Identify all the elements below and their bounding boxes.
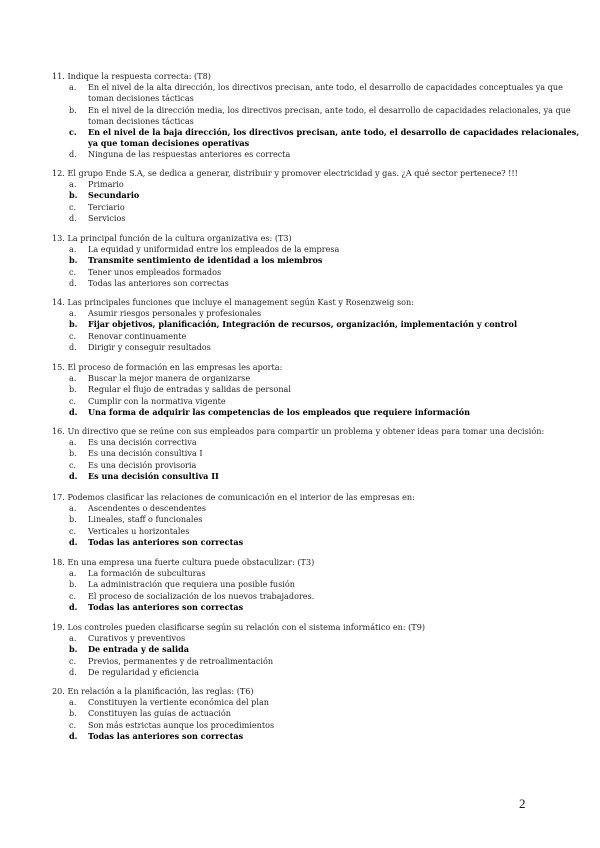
option-text: Una forma de adquirir las competencias de los empleados que requiere información	[88, 406, 471, 417]
option-text: Todas las anteriores son correctas	[88, 730, 244, 741]
option-text: En el nivel de la dirección media, los directivos precisan, ante todo, el desarrollo de capacidades relacionales, ya que toman decisiones tácticas	[88, 104, 571, 126]
option-text: Servicios	[88, 212, 126, 223]
option-text: De regularidad y eficiencia	[88, 666, 199, 677]
option-letter: d.	[69, 666, 77, 677]
option-a	[52, 308, 582, 319]
option-letter: d.	[69, 536, 78, 547]
question-text: 20. En relación a la planificación, las reglas: (T6)	[52, 686, 254, 696]
option-b-correct	[52, 255, 582, 266]
option-letter: b.	[69, 708, 77, 719]
option-text: El proceso de socialización de los nuevos trabajadores.	[88, 590, 315, 601]
option-a	[52, 373, 582, 384]
option-text: Lineales, staff o funcionales	[88, 514, 203, 525]
option-letter: b.	[69, 384, 77, 395]
page-number: 2	[519, 796, 526, 811]
option-d-correct	[52, 537, 582, 548]
question-18	[52, 557, 582, 613]
option-letter: b.	[69, 514, 77, 525]
option-letter: c.	[69, 330, 77, 341]
option-b	[52, 448, 582, 459]
option-letter: c.	[69, 525, 77, 536]
option-letter: b.	[69, 579, 77, 590]
option-letter: d.	[69, 341, 77, 352]
question-20	[52, 686, 582, 742]
option-text: Transmite sentimiento de identidad a los miembros	[88, 255, 323, 266]
option-d-correct	[52, 731, 582, 742]
option-text: Terciario	[88, 201, 125, 212]
option-d	[52, 149, 582, 160]
option-letter: a.	[69, 568, 77, 579]
option-text: Constituyen las guías de actuación	[88, 708, 231, 719]
option-letter: d.	[69, 277, 77, 288]
option-text: Regular el flujo de entradas y salidas de personal	[88, 384, 291, 395]
option-letter: b.	[69, 104, 77, 115]
option-letter: b.	[69, 448, 77, 459]
option-letter: c.	[69, 395, 77, 406]
option-text: Asumir riesgos personales y profesionales	[88, 308, 262, 319]
option-text: Cumplir con la normativa vigente	[88, 395, 226, 406]
question-text: 15. El proceso de formación en las empresas les aporta:	[52, 362, 283, 372]
option-a	[52, 244, 582, 255]
question-17	[52, 492, 582, 548]
option-b	[52, 384, 582, 395]
option-letter: c.	[69, 266, 77, 277]
question-text: 16. Un directivo que se reúne con sus empleados para compartir un problema y obtener ideas para tomar una decisión:	[52, 426, 545, 436]
option-letter: d.	[69, 149, 77, 160]
question-11	[52, 71, 582, 161]
option-text: Tener unos empleados formados	[88, 266, 222, 277]
option-letter: d.	[69, 730, 78, 741]
option-text: Buscar la mejor manera de organizarse	[88, 373, 251, 384]
option-d	[52, 667, 582, 678]
option-letter: b.	[69, 644, 78, 655]
option-letter: c.	[69, 655, 77, 666]
question-13	[52, 233, 582, 289]
question-12	[52, 168, 582, 224]
option-text: En el nivel de la baja dirección, los directivos precisan, ante todo, el desarrollo de capacidades relacionales, ya que toman decisiones operativas	[88, 127, 580, 149]
option-letter: d.	[69, 470, 78, 481]
option-text: Todas las anteriores son correctas	[88, 601, 244, 612]
option-letter: d.	[69, 212, 77, 223]
option-c	[52, 267, 582, 278]
question-text: 14. Las principales funciones que incluye el management según Kast y Rosenzweig son:	[52, 297, 414, 307]
option-letter: c.	[69, 201, 77, 212]
option-c	[52, 460, 582, 471]
option-letter: a.	[69, 308, 77, 319]
option-b	[52, 708, 582, 719]
question-text: 11. Indique la respuesta correcta: (T8)	[52, 71, 211, 81]
option-letter: b.	[69, 319, 78, 330]
option-letter: b.	[69, 255, 78, 266]
option-text: Es una decisión consultiva I	[88, 448, 203, 459]
option-text: Primario	[88, 179, 124, 190]
option-letter: c.	[69, 719, 77, 730]
option-b-correct	[52, 644, 582, 655]
option-letter: a.	[69, 633, 77, 644]
option-c	[52, 396, 582, 407]
option-letter: c.	[69, 459, 77, 470]
option-c	[52, 591, 582, 602]
option-letter: a.	[69, 179, 77, 190]
option-a	[52, 179, 582, 190]
option-c	[52, 720, 582, 731]
option-d	[52, 278, 582, 289]
option-text: Ninguna de las respuestas anteriores es correcta	[88, 149, 291, 160]
option-d	[52, 342, 582, 353]
option-text: Fijar objetivos, planificación, Integración de recursos, organización, implementación y control	[88, 319, 518, 330]
option-text: Son más estrictas aunque los procedimientos	[88, 719, 275, 730]
question-19	[52, 622, 582, 678]
option-letter: a.	[69, 437, 77, 448]
option-text: Previos, permanentes y de retroalimentación	[88, 655, 274, 666]
option-text: Dirigir y conseguir resultados	[88, 341, 211, 352]
question-text: 19. Los controles pueden clasificarse según su relación con el sistema informático en: (T9)	[52, 622, 426, 632]
option-text: La equidad y uniformidad entre los empleados de la empresa	[88, 244, 340, 255]
option-text: Es una decisión correctiva	[88, 437, 197, 448]
option-letter: a.	[69, 503, 77, 514]
option-text: De entrada y de salida	[88, 644, 189, 655]
option-text: Renovar continuamente	[88, 330, 187, 341]
option-letter: a.	[69, 244, 77, 255]
question-15	[52, 362, 582, 418]
option-b-correct	[52, 319, 582, 330]
option-a	[52, 82, 582, 104]
question-16	[52, 426, 582, 482]
option-d-correct	[52, 471, 582, 482]
question-14	[52, 297, 582, 353]
option-letter: a.	[69, 82, 77, 93]
option-a	[52, 633, 582, 644]
option-a	[52, 697, 582, 708]
option-text: La administración que requiera una posible fusión	[88, 579, 295, 590]
option-text: Es una decisión consultiva II	[88, 470, 219, 481]
option-d-correct	[52, 602, 582, 613]
option-letter: d.	[69, 406, 78, 417]
option-b-correct	[52, 190, 582, 201]
option-a	[52, 437, 582, 448]
option-c	[52, 331, 582, 342]
option-text: Todas las anteriores son correctas	[88, 277, 229, 288]
option-letter: d.	[69, 601, 78, 612]
option-text: Curativos y preventivos	[88, 633, 186, 644]
option-letter: c.	[69, 590, 77, 601]
option-c	[52, 202, 582, 213]
option-letter: b.	[69, 190, 78, 201]
option-text: Es una decisión provisoria	[88, 459, 197, 470]
question-text: 12. El grupo Ende S.A, se dedica a generar, distribuir y promover electricidad y gas. ¿A qué sector pertenece? !!!	[52, 168, 518, 178]
option-d-correct	[52, 407, 582, 418]
option-c-correct	[52, 127, 582, 149]
option-b	[52, 105, 582, 127]
option-c	[52, 526, 582, 537]
option-letter: c.	[69, 127, 77, 138]
option-text: Constituyen la vertiente económica del plan	[88, 697, 269, 708]
option-c	[52, 656, 582, 667]
option-b	[52, 514, 582, 525]
option-text: Todas las anteriores son correctas	[88, 536, 244, 547]
option-letter: a.	[69, 373, 77, 384]
option-text: Ascendentes o descendentes	[88, 503, 206, 514]
option-d	[52, 213, 582, 224]
option-a	[52, 503, 582, 514]
option-a	[52, 568, 582, 579]
question-text: 13. La principal función de la cultura organizativa es: (T3)	[52, 233, 292, 243]
question-text: 18. En una empresa una fuerte cultura puede obstaculizar: (T3)	[52, 557, 315, 567]
option-text: La formación de subculturas	[88, 568, 206, 579]
option-text: En el nivel de la alta dirección, los directivos precisan, ante todo, el desarrollo de capacidades conceptuales ya que toman decisiones tácticas	[88, 82, 563, 104]
option-b	[52, 579, 582, 590]
option-text: Secundario	[88, 190, 140, 201]
question-text: 17. Podemos clasificar las relaciones de comunicación en el interior de las empresas en:	[52, 492, 415, 502]
option-text: Verticales u horizontales	[88, 525, 190, 536]
option-letter: a.	[69, 697, 77, 708]
